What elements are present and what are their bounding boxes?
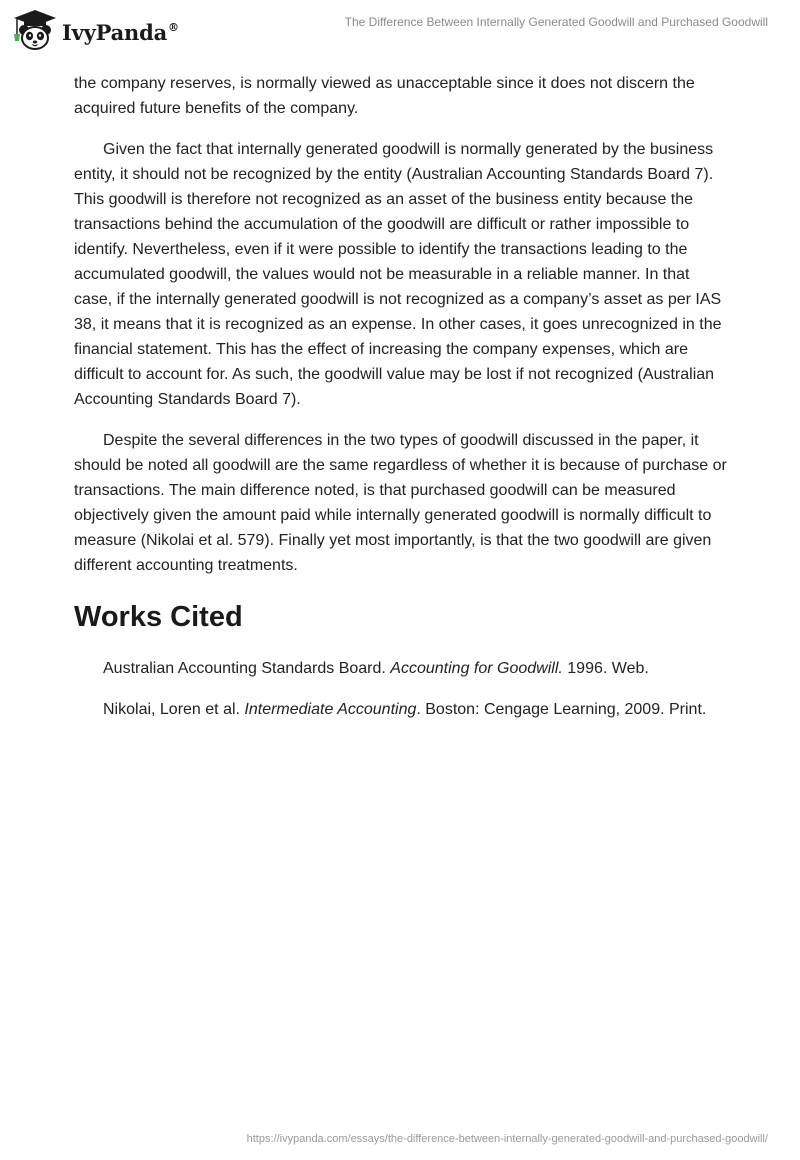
citation-entry: Nikolai, Loren et al. Intermediate Accounting. Boston: Cengage Learning, 2009. Print.	[103, 701, 707, 718]
body-paragraph-continued: the company reserves, is normally viewed as unacceptable since it does not discern the acquired future benefits of the company.	[74, 75, 695, 117]
essay-content	[74, 71, 730, 738]
panda-graduation-cap-icon	[12, 8, 58, 52]
citation-title: Accounting for Goodwill.	[390, 660, 563, 677]
page-header	[0, 0, 800, 60]
source-url[interactable]: https://ivypanda.com/essays/the-difference-between-internally-generated-goodwill-and-purchased-goodwill/	[246, 1133, 768, 1145]
works-cited-heading: Works Cited	[74, 601, 243, 633]
logo-text: IvyPanda®	[62, 19, 179, 45]
citation-entry: Australian Accounting Standards Board. Accounting for Goodwill. 1996. Web.	[103, 660, 649, 677]
citation-title: Intermediate Accounting	[244, 701, 417, 718]
body-paragraph: Despite the several differences in the two types of goodwill discussed in the paper, it should be noted all goodwill are the same regardless of whether it is because of purchase or transactions. The main difference noted, is that purchased goodwill can be measured objectively given the amount paid while internally generated goodwill is normally difficult to measure (Nikolai et al. 579). Finally yet most importantly, is that the two goodwill are given different accounting treatments.	[74, 432, 727, 574]
body-paragraph: Given the fact that internally generated goodwill is normally generated by the business entity, it should not be recognized by the entity (Australian Accounting Standards Board 7). This goodwill is therefore not recognized as an asset of the business entity because the transactions behind the accumulation of the goodwill are difficult or rather impossible to identify. Nevertheless, even if it were possible to identify the transactions leading to the accumulated goodwill, the values would not be measurable in a reliable manner. In that case, if the internally generated goodwill is not recognized as a company’s asset as per IAS 38, it means that it is recognized as an expense. In other cases, it goes unrecognized in the financial statement. This has the effect of increasing the company expenses, which are difficult to account for. As such, the goodwill value may be lost if not recognized (Australian Accounting Standards Board 7).	[74, 141, 722, 408]
ivypanda-logo[interactable]	[12, 8, 179, 52]
document-title: The Difference Between Internally Generated Goodwill and Purchased Goodwill	[344, 15, 768, 29]
